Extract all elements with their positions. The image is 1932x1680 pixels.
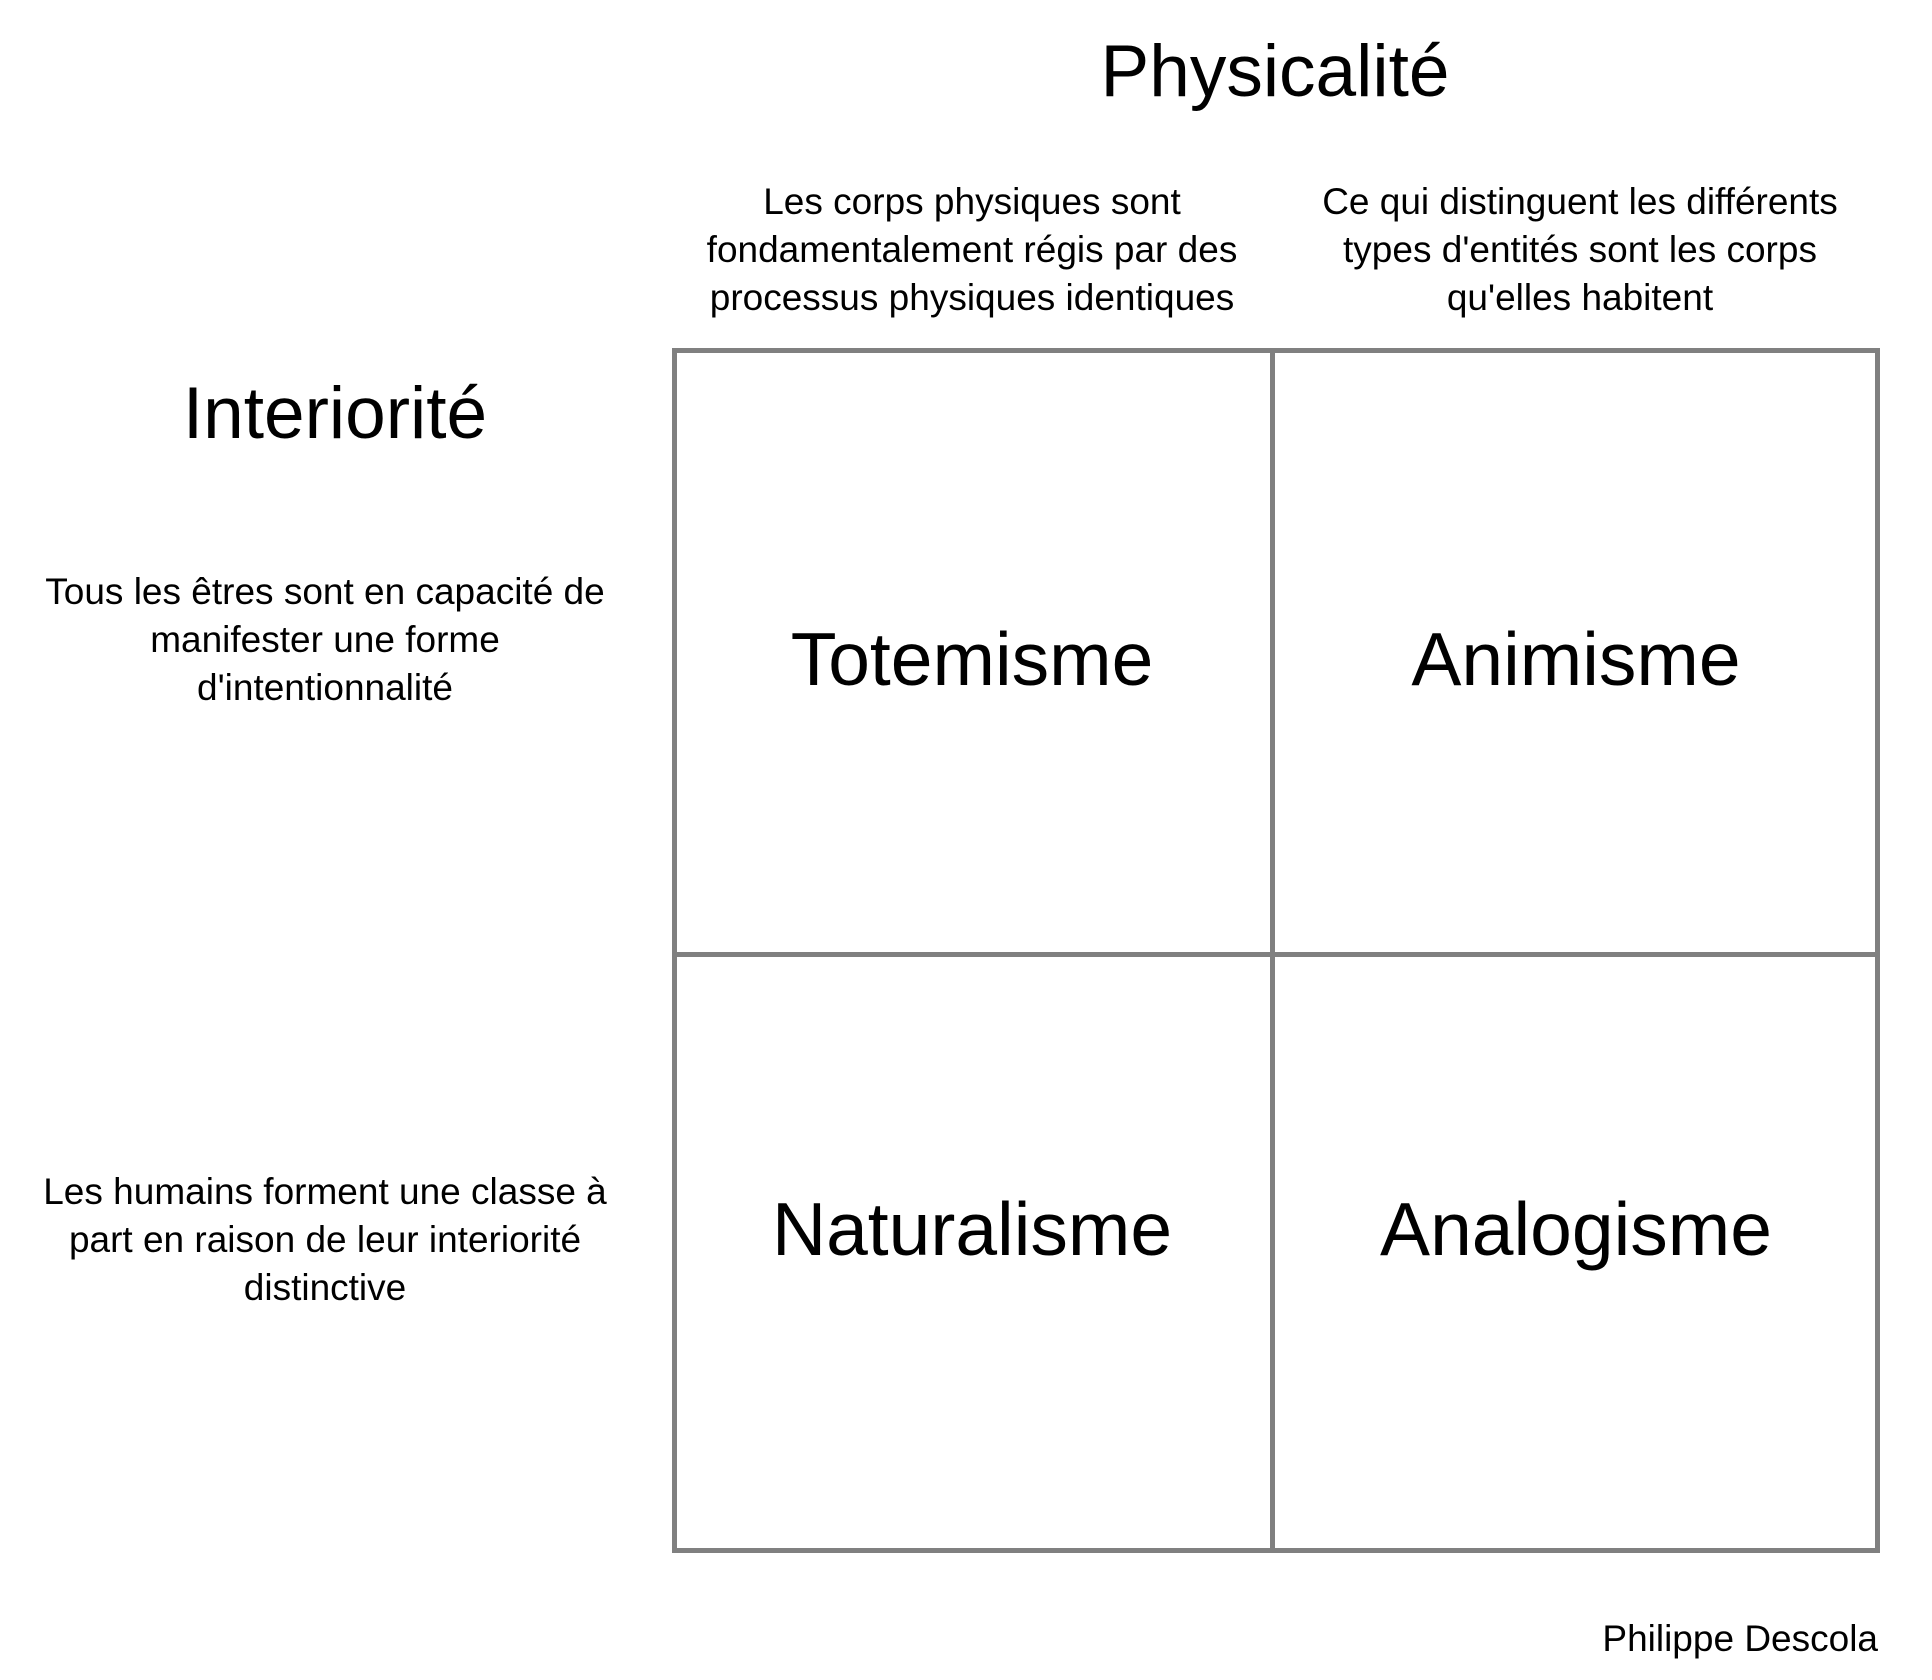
matrix-grid <box>672 348 1880 1553</box>
column-description-1: Les corps physiques sont fondamentalement régis par des processus physiques identiques <box>706 181 1238 318</box>
cell-totemisme: Totemisme <box>790 617 1154 701</box>
row-description-1: Tous les êtres sont en capacité de manifester une forme d'intentionnalité <box>45 571 605 708</box>
cell-animisme: Animisme <box>1411 617 1741 701</box>
cell-naturalisme: Naturalisme <box>771 1187 1173 1271</box>
grid-vertical-divider <box>1270 348 1275 1553</box>
column-description-2: Ce qui distinguent les différents types d'entités sont les corps qu'elles habitent <box>1322 181 1838 318</box>
grid-horizontal-divider <box>672 952 1880 957</box>
author-credit: Philippe Descola <box>1602 1618 1878 1659</box>
cell-analogisme: Analogisme <box>1380 1187 1772 1271</box>
column-axis-title: Physicalité <box>1100 31 1450 112</box>
row-axis-title: Interiorité <box>182 373 488 454</box>
row-description-2: Les humains forment une classe à part en raison de leur interiorité distinctive <box>43 1171 607 1308</box>
